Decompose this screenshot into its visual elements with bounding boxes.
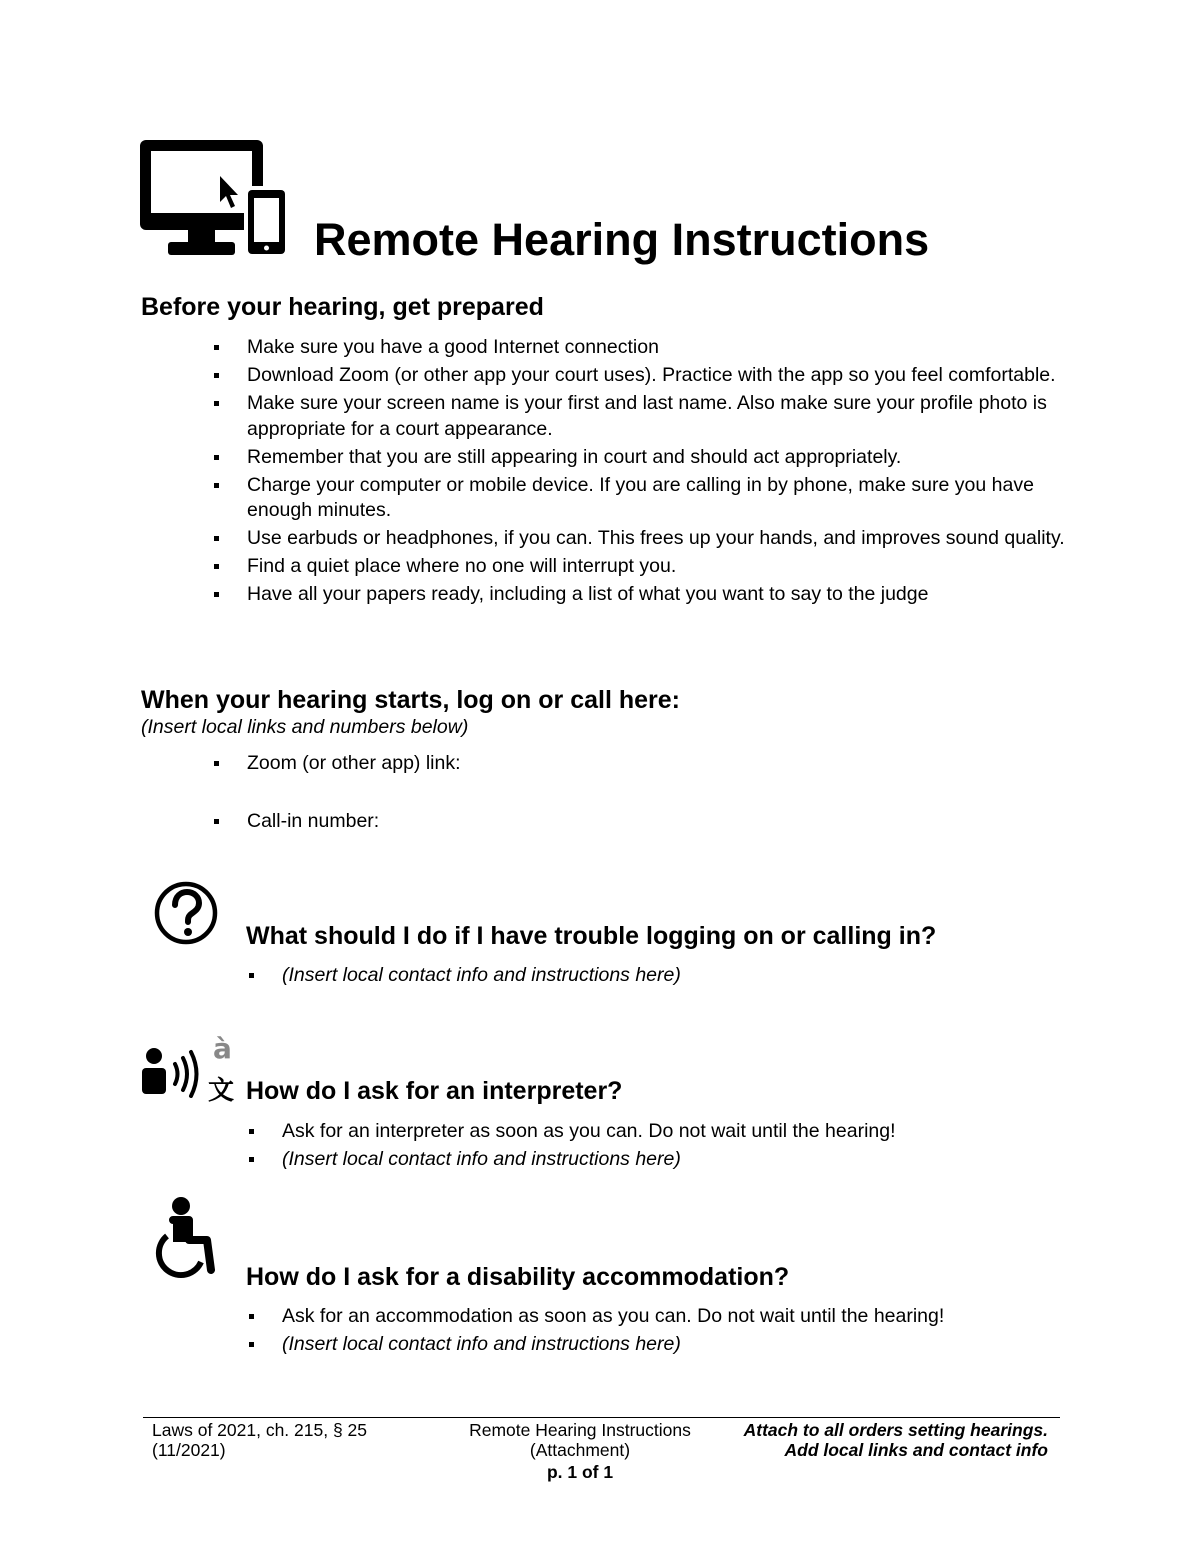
list-item: Charge your computer or mobile device. If you are calling in by phone, make sure you have enough minutes. bbox=[212, 473, 1072, 524]
page-title: Remote Hearing Instructions bbox=[314, 214, 930, 265]
monitor-and-phone-icon bbox=[140, 140, 290, 258]
interpreter-icon bbox=[140, 1032, 240, 1106]
list-item: Ask for an accommodation as soon as you can. Do not wait until the hearing! bbox=[247, 1304, 1087, 1330]
question-mark-icon bbox=[154, 881, 218, 945]
list-item: Remember that you are still appearing in court and should act appropriately. bbox=[212, 445, 1072, 471]
disability-heading: How do I ask for a disability accommodation? bbox=[246, 1263, 790, 1291]
chinese-glyph-icon: 文 bbox=[208, 1076, 235, 1106]
footer-divider bbox=[143, 1417, 1060, 1418]
footer-add-info-note: Add local links and contact info bbox=[784, 1440, 1048, 1460]
list-item: Find a quiet place where no one will interrupt you. bbox=[212, 554, 1072, 580]
footer-form-date: (11/2021) bbox=[152, 1440, 226, 1460]
footer-form-title: Remote Hearing Instructions bbox=[469, 1420, 691, 1440]
interpreter-list bbox=[247, 1119, 1067, 1175]
logon-note: (Insert local links and numbers below) bbox=[141, 716, 469, 738]
list-item: Make sure you have a good Internet connection bbox=[212, 335, 1072, 361]
wheelchair-icon bbox=[155, 1196, 217, 1282]
list-item: Ask for an interpreter as soon as you can. Do not wait until the hearing! bbox=[247, 1119, 1067, 1145]
list-item: Use earbuds or headphones, if you can. This frees up your hands, and improves sound quality. bbox=[212, 526, 1072, 552]
list-item: Have all your papers ready, including a list of what you want to say to the judge bbox=[212, 582, 1072, 608]
list-item: Zoom (or other app) link: bbox=[212, 751, 1072, 777]
accent-glyph-icon: à bbox=[213, 1032, 232, 1065]
list-item: (Insert local contact info and instructions here) bbox=[247, 963, 1067, 989]
trouble-list bbox=[247, 963, 1067, 991]
logon-heading: When your hearing starts, log on or call here: bbox=[141, 686, 680, 714]
footer-law-reference: Laws of 2021, ch. 215, § 25 bbox=[152, 1420, 368, 1440]
footer-form-subtitle: (Attachment) bbox=[529, 1440, 631, 1460]
list-item: (Insert local contact info and instructions here) bbox=[247, 1332, 1087, 1358]
logon-list bbox=[212, 751, 1072, 834]
footer-attach-note: Attach to all orders setting hearings. bbox=[743, 1420, 1048, 1440]
list-item: Make sure your screen name is your first and last name. Also make sure your profile photo is appropriate for a court appearance. bbox=[212, 391, 1072, 442]
interpreter-heading: How do I ask for an interpreter? bbox=[246, 1077, 623, 1105]
list-item: Download Zoom (or other app your court uses). Practice with the app so you feel comfortable. bbox=[212, 363, 1072, 389]
list-item: (Insert local contact info and instructions here) bbox=[247, 1147, 1067, 1173]
disability-list bbox=[247, 1304, 1087, 1360]
prepare-list bbox=[212, 335, 1072, 610]
list-item: Call-in number: bbox=[212, 809, 1072, 835]
trouble-heading: What should I do if I have trouble logging on or calling in? bbox=[246, 922, 937, 950]
person-speaking-icon bbox=[140, 1046, 210, 1098]
footer-page-number: p. 1 of 1 bbox=[546, 1462, 614, 1482]
prepare-heading: Before your hearing, get prepared bbox=[141, 293, 544, 321]
